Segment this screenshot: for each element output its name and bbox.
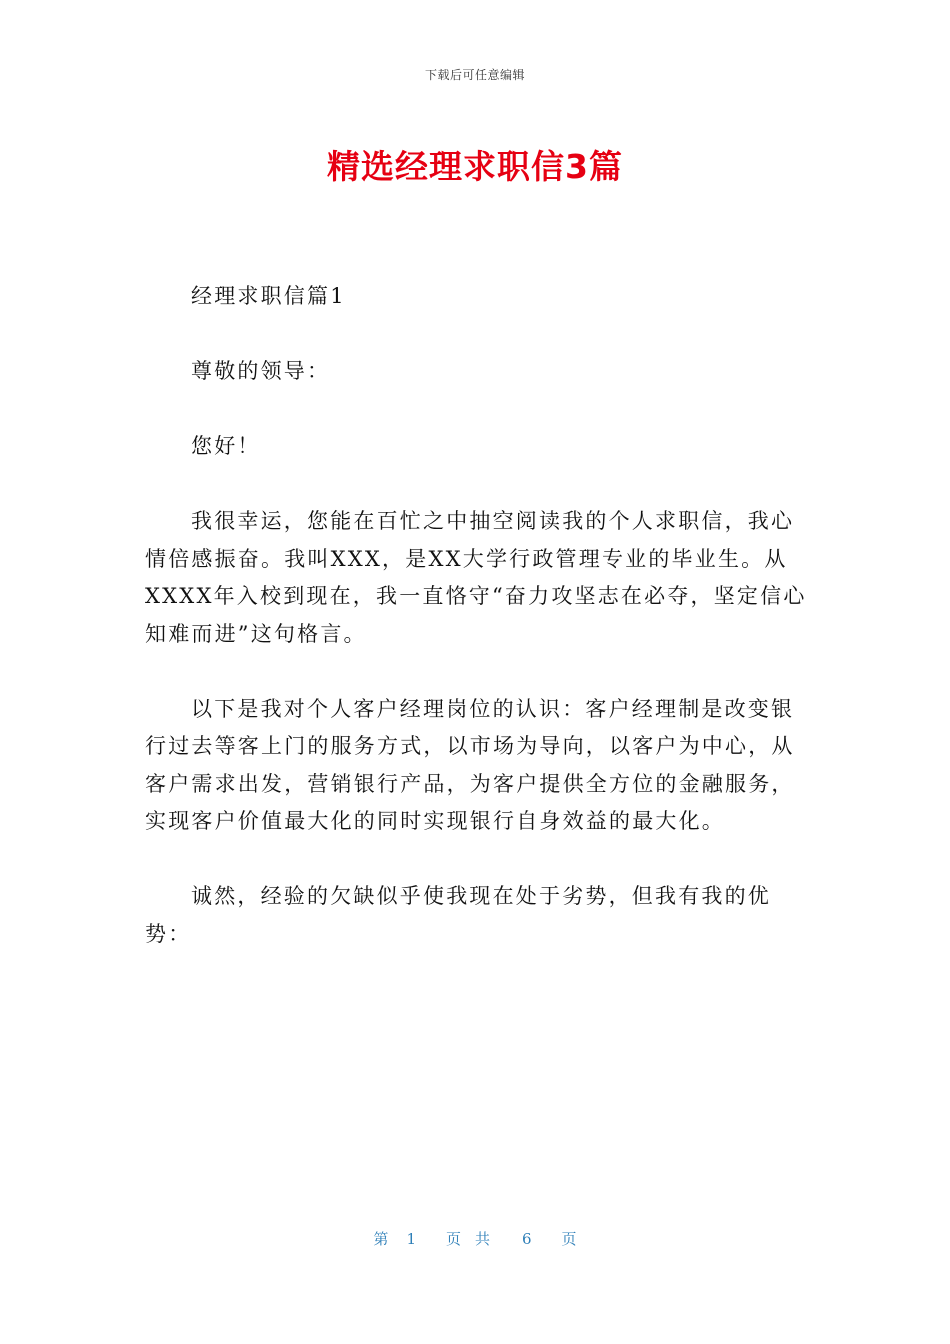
salutation: 尊敬的领导： bbox=[191, 359, 331, 383]
greeting: 您好！ bbox=[191, 434, 261, 458]
body-paragraph: 诚然，经验的欠缺似乎使我现在处于劣势，但我有我的优势： bbox=[145, 884, 771, 946]
document-title: 精选经理求职信3篇 bbox=[327, 147, 623, 186]
page-label-suffix: 页 bbox=[561, 1230, 577, 1248]
page-current: 1 bbox=[406, 1230, 416, 1248]
page-total: 6 bbox=[522, 1230, 532, 1248]
page-number-footer bbox=[0, 1228, 950, 1250]
section-heading: 经理求职信篇1 bbox=[191, 284, 346, 308]
body-paragraph: 我很幸运，您能在百忙之中抽空阅读我的个人求职信，我心情倍感振奋。我叫XXX，是XX大学行政管理专业的毕业生。从XXXX年入校到现在，我一直恪守“奋力攻坚志在必夺，坚定信心知难而进”这句格言。 bbox=[145, 509, 807, 646]
body-paragraph: 以下是我对个人客户经理岗位的认识：客户经理制是改变银行过去等客上门的服务方式，以市场为导向，以客户为中心，从客户需求出发，营销银行产品，为客户提供全方位的金融服务，实现客户价值最大化的同时实现银行自身效益的最大化。 bbox=[145, 696, 795, 833]
document-body bbox=[145, 278, 810, 991]
page-label-mid: 页共 bbox=[445, 1230, 504, 1248]
page-header-note: 下载后可任意编辑 bbox=[424, 68, 525, 82]
page-label-prefix: 第 bbox=[373, 1230, 389, 1248]
